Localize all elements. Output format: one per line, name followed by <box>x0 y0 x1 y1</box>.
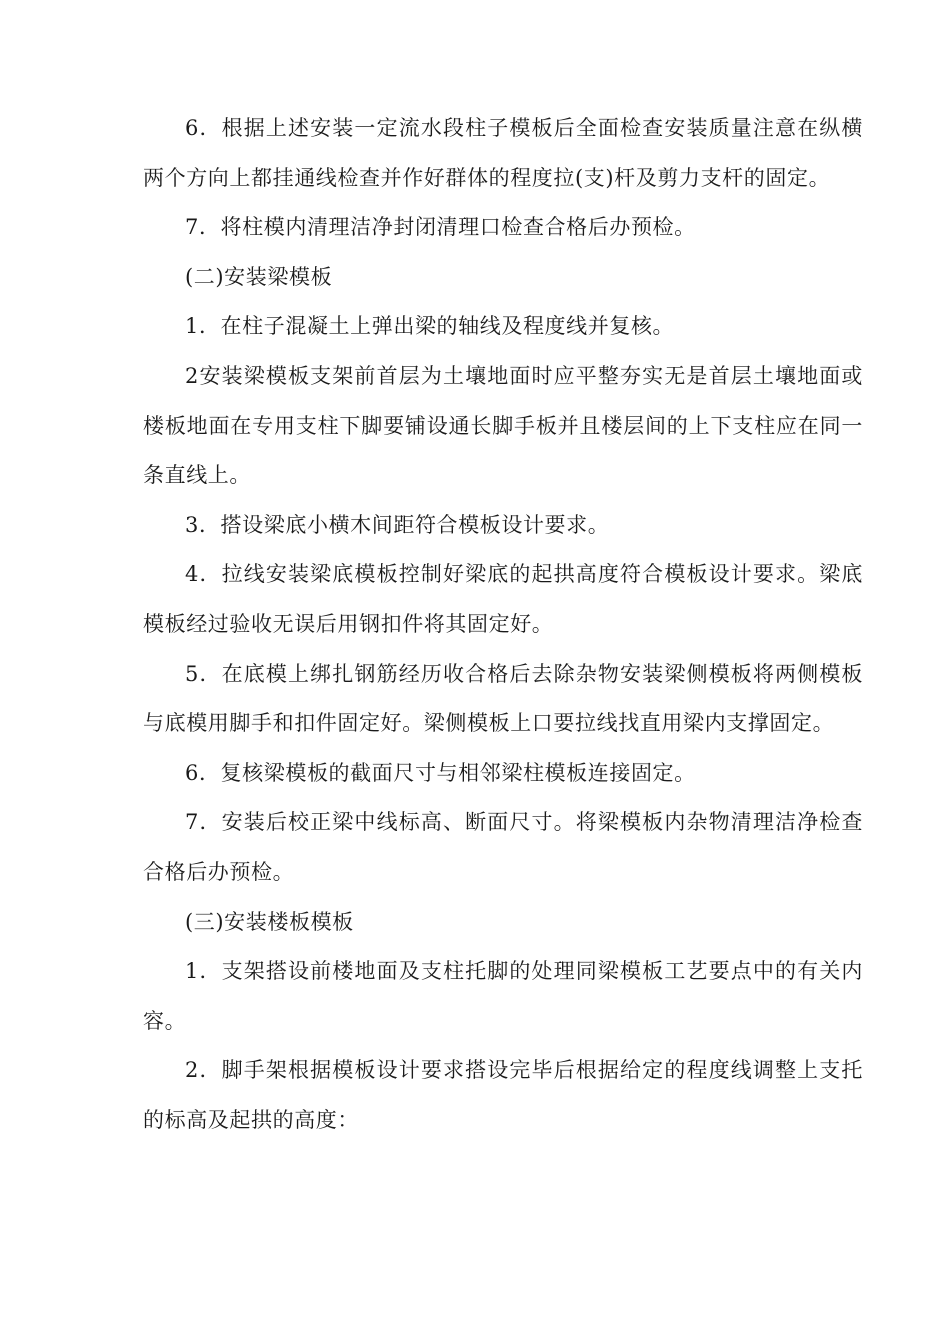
paragraph-slab-step-1: 1．支架搭设前楼地面及支柱托脚的处理同梁模板工艺要点中的有关内容。 <box>143 959 863 1033</box>
paragraph-beam-step-7: 7．安装后校正梁中线标高、断面尺寸。将梁模板内杂物清理洁净检查合格后办预检。 <box>143 810 863 884</box>
paragraph-beam-step-1: 1．在柱子混凝土上弹出梁的轴线及程度线并复核。 <box>185 314 675 339</box>
section-heading-slab-formwork: (三)安装楼板模板 <box>185 909 354 934</box>
paragraph-column-step-6: 6．根据上述安装一定流水段柱子模板后全面检查安装质量注意在纵横两个方向上都挂通线检查并作好群体的程度拉(支)杆及剪力支杆的固定。 <box>143 116 863 190</box>
paragraph-beam-step-6: 6．复核梁模板的截面尺寸与相邻梁柱模板连接固定。 <box>185 760 696 785</box>
paragraph-beam-step-4: 4．拉线安装梁底模板控制好梁底的起拱高度符合模板设计要求。梁底模板经过验收无误后用钢扣件将其固定好。 <box>143 562 863 636</box>
paragraph-beam-step-3: 3．搭设梁底小横木间距符合模板设计要求。 <box>185 512 610 537</box>
paragraph-column-step-7: 7．将柱模内清理洁净封闭清理口检查合格后办预检。 <box>185 215 696 240</box>
paragraph-beam-step-5: 5．在底模上绑扎钢筋经历收合格后去除杂物安装梁侧模板将两侧模板与底模用脚手和扣件固定好。梁侧模板上口要拉线找直用梁内支撑固定。 <box>143 661 863 736</box>
paragraph-slab-step-2: 2．脚手架根据模板设计要求搭设完毕后根据给定的程度线调整上支托的标高及起拱的高度： <box>143 1058 863 1132</box>
section-heading-beam-formwork: (二)安装梁模板 <box>185 264 333 289</box>
document-body <box>143 104 863 1145</box>
paragraph-beam-step-2: 2安装梁模板支架前首层为土壤地面时应平整夯实无是首层土壤地面或楼板地面在专用支柱下脚要铺设通长脚手板并且楼层间的上下支柱应在同一条直线上。 <box>143 363 863 488</box>
